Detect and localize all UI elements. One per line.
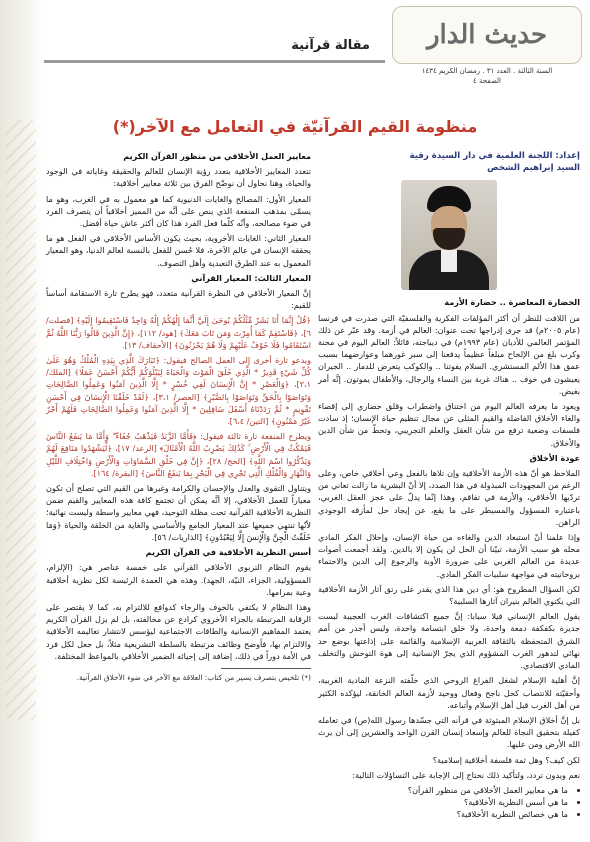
- right-column: [318, 150, 580, 821]
- subheading-third-criterion: المعيار الثالث: المعيار القرآني: [191, 272, 311, 283]
- paragraph: المعيار الأول: المصالح والغايات الدنيوية كما هو معمول به في الغرب، وهو ما يسمّى بمذهب المنفعة الذي ينص على أنَّه من المميز أخلاقياً أن يتصرف الفرد في ضوء مصالحه، وأنّه كلّما فعل الفرد هذا كان أكثر عاش حياة أفضل.: [46, 193, 311, 229]
- footnote: (*) تلخيص بتصرف يسير من كتاب: العلاقة مع الآخر في ضوء الأخلاق القرآنية.: [76, 672, 311, 682]
- author-name: السيد إبراهيم الشخص: [487, 163, 580, 174]
- article-title: منظومة القيم القرآنيّة في التعامل مع الآخر(*): [112, 117, 478, 136]
- paragraph: بل إنَّ أخلاق الإسلام المبثوثة في قرآنه التي جسّدها رسول الله(ص) في تعامله كفيلة بتحقيق النجاة للعالم وإسعاد إنسان القرن الواحد والعشرين إلى أن يرث الله الأرض ومن عليها.: [318, 714, 580, 750]
- quran-verses: ﴿قُلْ إِنَّمَا أَنَا بَشَرٌ مِّثْلُكُمْ يُوحَىٰ إِلَيَّ أَنَّمَا إِلَٰهُكُمْ إِلَٰهٌ وَاحِدٌ فَاسْتَقِيمُوا إِلَيْهِ﴾ [فصلت/ ٦]، ﴿فَاسْتَقِمْ كَمَا أُمِرْتَ وَمَن تَابَ مَعَكَ﴾ [هود/ ١١٢]، ﴿إِنَّ الَّذِينَ قَالُوا رَبُّنَا اللَّهُ ثُمَّ اسْتَقَامُوا فَلَا خَوْفٌ عَلَيْهِمْ وَلَا هُمْ يَحْزَنُونَ﴾ [الأحقاف/ ١٣].: [46, 315, 311, 350]
- quran-verses: ويدعو تارة أخرى إلى العمل الصالح فيقول: ﴿تَبَارَكَ الَّذِي بِيَدِهِ الْمُلْكُ وَهُوَ عَلَىٰ كُلِّ شَيْءٍ قَدِيرٌ * الَّذِي خَلَقَ الْمَوْتَ وَالْحَيَاةَ لِيَبْلُوَكُمْ أَيُّكُمْ أَحْسَنُ عَمَلًا﴾ [الملك/ ٢،١]، ﴿وَالْعَصْرِ * إِنَّ الْإِنسَانَ لَفِي خُسْرٍ * إِلَّا الَّذِينَ آمَنُوا وَعَمِلُوا الصَّالِحَاتِ وَتَوَاصَوْا بِالْحَقِّ وَتَوَاصَوْا بِالصَّبْرِ﴾ [العصر/ ٣،١]، ﴿لَقَدْ خَلَقْنَا الْإِنسَانَ فِي أَحْسَنِ تَقْوِيمٍ * ثُمَّ رَدَدْنَاهُ أَسْفَلَ سَافِلِينَ * إِلَّا الَّذِينَ آمَنُوا وَعَمِلُوا الصَّالِحَاتِ فَلَهُمْ أَجْرٌ غَيْرُ مَمْنُونٍ﴾ [التين/ ٦،٤].: [46, 355, 311, 427]
- paragraph: ويتناول التقوى والعدل والإحسان والكرامة وغيرها من القيم التي تصلح أن تكون معياراً للعمل الأخلاقي، إلا أنَّه يمكن أن تجتمع كافة هذه المعايير والقيم ضمن النظرية الأخلاقية القرآنية تحت مظلة التوحيد، فهي معايير واسطة وليست نهائية؛ لأنّها تنتهي جميعها عند المعيار الجامع والأساسي والغاية من الخلقة والحياة ﴿وَمَا خَلَقْتُ الْجِنَّ وَالْإِنسَ إِلَّا لِيَعْبُدُونِ﴾ [الذاريات/ ٥٦].: [46, 483, 311, 542]
- subheading-crisis: الحضارة المعاصرة .. حضارة الأزمة: [444, 297, 580, 308]
- paragraph: تتعدد المعايير الأخلاقية بتعدد رؤية الإنسان للعالم والحقيقة وغاياته في الوجود والحياة، وهنا نحاول أن نوضّح الفرق بين ثلاثة معايير أخلاقية:: [46, 166, 311, 189]
- decorative-side-strip: [0, 0, 42, 842]
- list-item: • ما هي أسس النظرية الأخلاقية؟: [318, 796, 568, 808]
- paragraph: إنَّ أهلية الإسلام لشغل الفراغ الروحي الذي خلّفته النزعة المادية الغربية، وأحقيّته للانتصاب كحل ناجح وفعال ووحيد لأزمة العالم الخانقة، ليؤكده الكثير من أهل الغرب قبل أهل الإسلام وأتباعه.: [318, 675, 580, 710]
- issue-info: السنة الثالثة . العدد ٣١ . رمضان الكريم ١٤٣٤: [421, 67, 553, 75]
- paragraph: وهذا النظام لا يكتفي بالخوف والرجاء كدوافع للالتزام به، كما لا يقتصر على الرقابة المرتبطة بالجزاء الأخروي كرادع عن مخالفته، بل لم يزل القرآن الكريم يعتمد المفاهيم الإنسانية والطاقات الاجتماعية ليؤسس لانتشار تعاليمه الأخلاقية والالتزام بها، فأوضح وظائف مرتبطة بالسلطة التشريعية مثلاً، بل جعل لكل فرد في الأمة دوراً في ذلك، إضافة إلى إحيائه الضمير الأخلاقي بالمواعظ المختلفة.: [46, 601, 311, 661]
- paragraph: المعيار الثاني: الغايات الأخروية، بحيث يكون الأساس الأخلاقي في الفعل هو ما يحققه الإنسان في عالم الآخرة، فلا حُسن للفعل بالنسبة لعالم الدنيا، وهو المعيار المعمول به عند الطرق التعبدية وأهل التصوف.: [46, 233, 311, 268]
- side-ornament-pattern: [6, 120, 36, 720]
- section-label: مقالة قرآنية: [291, 38, 370, 53]
- paragraph: وإذا علمنا أنّ استبعاد الدين والغاءه من حياة الإنسان، وإحلال الفكر المادي محله هو سبب الأزمة، تبيّنا أن الحل لن يكون إلا بالدين. ولقد أجمعت أصوات عديدة من العالم الغربي على ضرورة الأوبة والرجوع إلى الدين والاحتماء بروحانيته في مواجهة سلبيات الفكر المادي.: [318, 532, 580, 579]
- list-item: • ما هي معايير العمل الأخلاقي من منظور القرآن؟: [318, 784, 568, 796]
- subheading-criteria: معايير العمل الأخلاقي من منظور القرآن الكريم: [123, 151, 311, 161]
- logo-text: حديث الدار: [426, 20, 548, 50]
- paragraph: من اللافت للنظر أن أكثر المؤلفات الفكرية والفلسفيّة التي صدرت في فرنسا (عام ٢٠٠٥م) قد جرى إدراجها تحت عنوان: العالم في أزمة. وقد عبّر عن ذلك المؤتمر العالمي للأديان (عام ١٩٩٣م) في ديباجته، قائلاً: العالم اليوم في محنة وكرب بلغ من الإلحاح مبلغاً عظيماً يدفعنا إلى سبر غورهما وعوارضهما بسبب عمق هذا الألم المستشري. السلام يفوتنا .. والكوكب يتعرض للدمار .. الجيران يعيشون في خوف .. هناك غربة بين النساء والرجال، والأطفال يموتون. إنَّه أمر بغيض.: [318, 312, 580, 396]
- paragraph: يقوم النظام التربوي الأخلاقي القرآني على خمسة عناصر هي: (الإلزام، المسؤولية، الجزاء، النيّة، الجهد). وهذه هي العمدة الرئيسة لكل نظرية أخلاقية وعية بمرامها.: [46, 562, 311, 597]
- list-item: • ما هي خصائص النظرية الأخلاقية؟: [318, 808, 568, 820]
- paragraph: ويعود ما يعرفه العالم اليوم من اختناق واضطراب وقلق حضاري إلى إقصاء والغاء الأخلاق الفاضلة والقيم المثلى عن مجال تنظيم حياة الإنسان؛ إذ سادت فلسفات وضعية ترفع من شأن العقل والعلم التجريبي، وتحطّ من شأن الدين والأخلاق.: [318, 401, 580, 448]
- paragraph: الملاحظ هو أنّ هذه الأزمة الأخلاقية وإن تلاها بالفعل وعي أخلاقي خاص، وعلى الرغم من المجهودات المبذولة في هذا الصدد، إلا أنّ البشرية ما زالت تعاني من تردّيها الأخلاقي، والأزمة في تفاقم، وهذا إنّما يدلّ على عجز العقل الغربي، باعتباره المسؤول والمسيطر على ما يقع، عن إيجاد حل لمأزقه الوجودي الراهن.: [318, 468, 580, 527]
- paragraph: لكن كيف؟ وهل ثمة فلسفة أخلاقية إسلامية؟: [432, 754, 580, 765]
- page-number: الصفحة ٤: [473, 77, 501, 85]
- quran-verses: ويطرح المنفعة تارة ثالثة فيقول: ﴿فَأَمَّا الزَّبَدُ فَيَذْهَبُ جُفَاءً ۖ وَأَمَّا مَا يَنفَعُ النَّاسَ فَيَمْكُثُ فِي الْأَرْضِ ۚ كَذَٰلِكَ يَضْرِبُ اللَّهُ الْأَمْثَالَ﴾ [الرعد/ ١٧]، ﴿لِّيَشْهَدُوا مَنَافِعَ لَهُمْ وَيَذْكُرُوا اسْمَ اللَّهِ﴾ [الحج/ ٢٨]، ﴿إِنَّ فِي خَلْقِ السَّمَاوَاتِ وَالْأَرْضِ وَاخْتِلَافِ اللَّيْلِ وَالنَّهَارِ وَالْفُلْكِ الَّتِي تَجْرِي فِي الْبَحْرِ بِمَا يَنفَعُ النَّاسَ﴾ [البقرة/ ١٦٤].: [46, 431, 312, 478]
- paragraph: لكن السؤال المطروح هو: أي دين هذا الذي يقدر على رتق آثار الأزمة الأخلاقية التي يكتوي العالم بنيران آثارها السلبية؟: [318, 583, 580, 607]
- paragraph: نعم ويدون تردد، ولتأكيد ذلك نحتاج إلى الإجابة على التساؤلات التالية:: [352, 769, 580, 780]
- author-credit: إعداد: اللجنة العلمية في دار السيدة رقية: [409, 151, 580, 161]
- footnote-divider: [221, 668, 311, 669]
- author-photo: [401, 180, 497, 290]
- paragraph: إنَّ المعيار الأخلاقي في النظرة القرآنية متعدد، فهو يطرح تارة الاستقامة أساساً للقيم:: [46, 288, 311, 311]
- subheading-return-of-ethics: عودة الأخلاق: [529, 452, 580, 463]
- subheading-foundations: أسس النظرية الأخلاقية في القرآن الكريم: [145, 547, 311, 558]
- masthead: [392, 6, 582, 84]
- questions-list: [318, 784, 580, 821]
- magazine-logo: [392, 6, 582, 64]
- left-column: [46, 150, 311, 687]
- paragraph: يقول العالم الإنساني فيلا سبابا: إنَّ جميع اكتشافات الغرب العجيبة ليست جديرة بكفكفة دمعة واحدة، ولا خلق ابتسامة واحدة، وليس أجدر من أمم الشرق المتحفظة بالثقافة العربية الإسلامية والقائمة على إذاعتها بوضع حد نهائي لتدهور الغرب المشؤوم الذي يجرّ الإنسانية إلى هوة التوحش والتخلف المادي الاقتصادي.: [318, 611, 580, 671]
- author-block: [318, 150, 580, 174]
- header-divider: [44, 60, 385, 63]
